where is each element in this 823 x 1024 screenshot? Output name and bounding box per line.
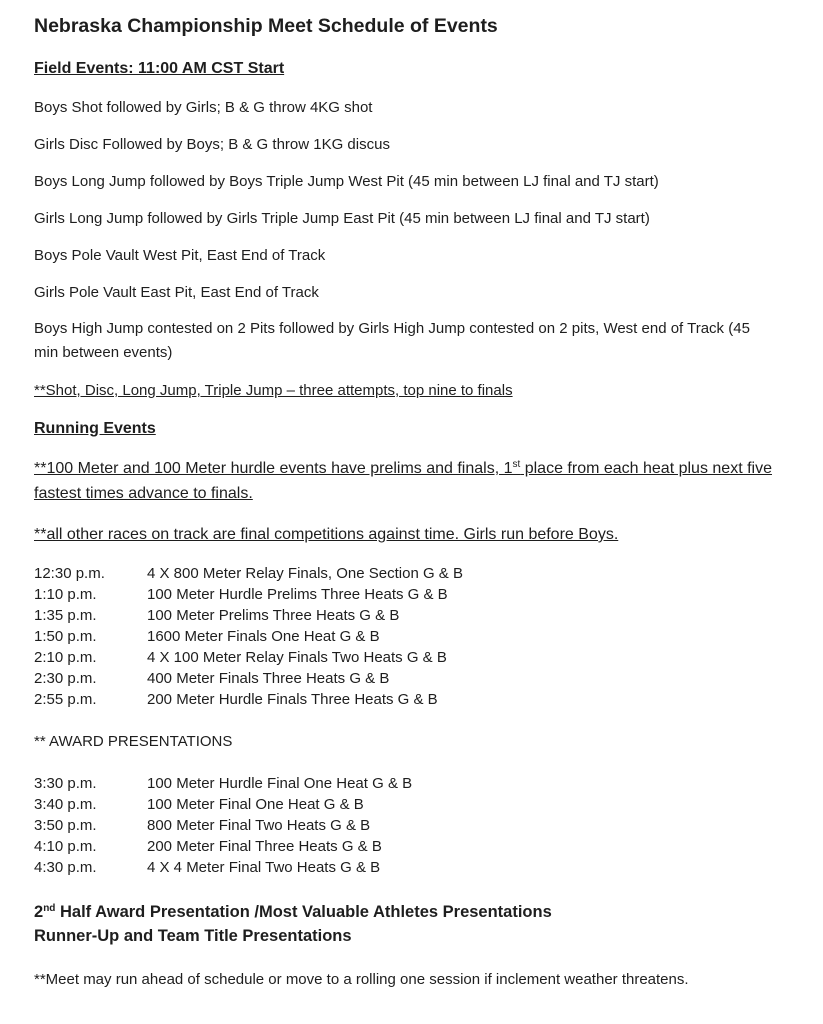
prelims-note: **100 Meter and 100 Meter hurdle events have prelims and finals, 1st place from each heat plus next five fastest times advance to finals. <box>34 459 772 502</box>
page-title: Nebraska Championship Meet Schedule of Events <box>34 15 498 37</box>
field-event-4: Girls Long Jump followed by Girls Triple Jump East Pit (45 min between LJ final and TJ start) <box>34 210 650 227</box>
schedule-row: 1:35 p.m. 100 Meter Prelims Three Heats G & B <box>34 607 400 624</box>
schedule-row: 3:50 p.m. 800 Meter Final Two Heats G & B <box>34 817 371 834</box>
schedule-row: 2:55 p.m. 200 Meter Hurdle Finals Three Heats G & B <box>34 691 438 708</box>
schedule-row: 3:30 p.m. 100 Meter Hurdle Final One Heat G & B <box>34 775 413 792</box>
field-event-6: Girls Pole Vault East Pit, East End of Track <box>34 284 319 301</box>
schedule-part-1 <box>34 563 463 710</box>
runner-up-line: Runner-Up and Team Title Presentations <box>34 927 352 945</box>
schedule-part-2 <box>34 773 412 878</box>
schedule-row: 4:10 p.m. 200 Meter Final Three Heats G & B <box>34 838 382 855</box>
field-event-3: Boys Long Jump followed by Boys Triple Jump West Pit (45 min between LJ final and TJ start) <box>34 173 659 190</box>
field-event-1: Boys Shot followed by Girls; B & G throw 4KG shot <box>34 99 373 116</box>
schedule-row: 4:30 p.m. 4 X 4 Meter Final Two Heats G & B <box>34 859 381 876</box>
field-event-2: Girls Disc Followed by Boys; B & G throw 1KG discus <box>34 136 390 153</box>
award-presentation-line: 2nd Half Award Presentation /Most Valuable Athletes Presentations <box>34 903 552 921</box>
running-events-header: Running Events <box>34 420 156 437</box>
schedule-row: 2:10 p.m. 4 X 100 Meter Relay Finals Two Heats G & B <box>34 649 447 666</box>
field-events-note: **Shot, Disc, Long Jump, Triple Jump – three attempts, top nine to finals <box>34 382 513 399</box>
schedule-row: 12:30 p.m. 4 X 800 Meter Relay Finals, One Section G & B <box>34 565 463 582</box>
field-events-header: Field Events: 11:00 AM CST Start <box>34 60 285 77</box>
final-competitions-note: **all other races on track are final competitions against time. Girls run before Boys. <box>34 526 619 543</box>
weather-footnote: **Meet may run ahead of schedule or move to a rolling one session if inclement weather threatens. <box>34 971 689 988</box>
award-presentations-label: ** AWARD PRESENTATIONS <box>34 733 233 750</box>
schedule-row: 3:40 p.m. 100 Meter Final One Heat G & B <box>34 796 364 813</box>
field-event-7: Boys High Jump contested on 2 Pits followed by Girls High Jump contested on 2 pits, West end of Track (45 min between events) <box>34 320 750 361</box>
schedule-row: 2:30 p.m. 400 Meter Finals Three Heats G & B <box>34 670 390 687</box>
field-event-5: Boys Pole Vault West Pit, East End of Track <box>34 247 326 264</box>
schedule-row: 1:50 p.m. 1600 Meter Finals One Heat G & B <box>34 628 380 645</box>
schedule-row: 1:10 p.m. 100 Meter Hurdle Prelims Three Heats G & B <box>34 586 448 603</box>
